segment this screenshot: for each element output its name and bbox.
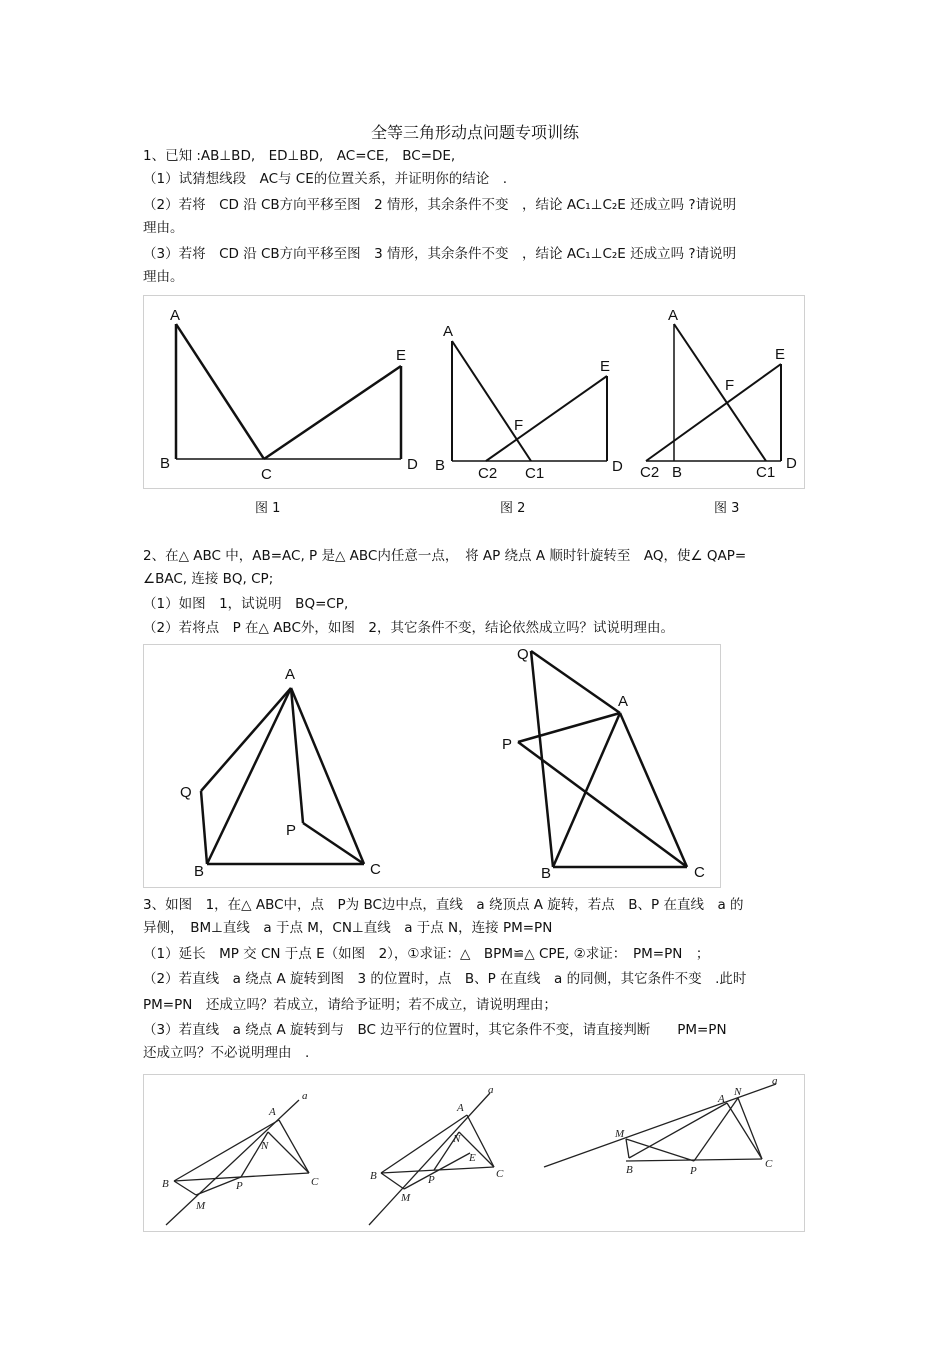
problem-1-q3-cont: 理由。 [143, 269, 184, 285]
problem-3-stem-cont: 异侧， BM⊥直线 a 于点 M，CN⊥直线 a 于点 N，连接 PM=PN [143, 920, 553, 936]
fig3-segment-mp [626, 1139, 694, 1161]
problem-2-q1: （1）如图 1，试说明 BQ=CP, [143, 596, 349, 612]
fig1-segment-cn [268, 1132, 309, 1173]
problem-2-q2: （2）若将点 P 在△ ABC外，如图 2，其它条件不变，结论依然成立吗？试说明理由。 [143, 620, 674, 636]
fig2-label-m: M [401, 1192, 411, 1204]
problem-1-q3: （3）若将 CD 沿 CB方向平移至图 3 情形，其余条件不变 ，结论 AC₁⊥C₂E 还成立吗 ?请说明 [143, 246, 737, 262]
problem-3-q1: （1）延长 MP 交 CN 于点 E（如图 2），①求证：△ BPM≌△ CPE, ②求证： PM=PN ； [143, 946, 710, 962]
fig2-segment-qa [531, 651, 620, 713]
fig2-segment-ac [620, 713, 687, 867]
fig2-label-q: Q [517, 646, 529, 663]
fig2-label-e: E [600, 358, 611, 375]
fig2-label-n: N [453, 1133, 461, 1145]
figure-caption-2: 图 2 [500, 501, 526, 516]
fig1-label-q: Q [180, 784, 192, 801]
fig3-label-c: C [765, 1158, 773, 1170]
fig1-label-b: B [162, 1178, 169, 1190]
fig2-segment-bm [381, 1173, 404, 1189]
fig3-segment-ac1 [674, 324, 766, 461]
fig3-label-b: B [626, 1164, 633, 1176]
fig3-segment-ab [629, 1103, 727, 1158]
fig1-segment-qb [201, 791, 207, 864]
fig1-label-e: E [396, 347, 407, 364]
problem-3-q3-cont: 还成立吗？不必说明理由 . [143, 1045, 310, 1061]
fig1-segment-ac [279, 1120, 309, 1173]
fig2-segment-pc [518, 742, 687, 867]
fig1-segment-bm [174, 1181, 196, 1195]
fig3-label-p: P [690, 1165, 697, 1177]
problem-2-stem: 2、在△ ABC 中，AB=AC, P 是△ ABC内任意一点， 将 AP 绕点 A 顺时针旋转至 AQ，使∠ QAP= [143, 548, 747, 564]
fig1-label-a: A [269, 1106, 276, 1118]
fig2-label-e: E [469, 1152, 476, 1164]
fig1-label-c: C [370, 861, 381, 878]
fig2-label-b: B [541, 865, 552, 882]
problem-1-stem: 1、已知 :AB⊥BD, ED⊥BD, AC=CE, BC=DE, [143, 148, 456, 164]
problem-3-diagram [144, 1075, 804, 1231]
fig1-label-b: B [194, 863, 205, 880]
fig2-segment-pa [518, 713, 620, 742]
fig2-label-a: A [443, 323, 454, 340]
fig3-label-b: B [672, 464, 683, 481]
fig1-label-p: P [236, 1180, 243, 1192]
fig3-label-e: E [775, 346, 786, 363]
problem-2-stem-cont: ∠BAC, 连接 BQ, CP; [143, 571, 274, 587]
fig1-segment-ac [291, 688, 364, 864]
figure-caption-1: 图 1 [255, 501, 281, 516]
page-title: 全等三角形动点问题专项训练 [370, 123, 579, 142]
fig1-label-m: M [196, 1200, 206, 1212]
fig3-segment-cn [738, 1098, 762, 1159]
fig1-segment-aq [201, 688, 291, 791]
fig1-segment-pn [241, 1132, 268, 1177]
fig1-segment-ap [291, 688, 303, 823]
fig1-line-a [166, 1100, 299, 1225]
figure-caption-3: 图 3 [714, 501, 740, 516]
fig1-label-line-a: a [302, 1090, 308, 1102]
problem-3-stem: 3、如图 1，在△ ABC中，点 P为 BC边中点，直线 a 绕顶点 A 旋转，若点 B、P 在直线 a 的 [143, 897, 744, 913]
fig1-label-a: A [170, 307, 181, 324]
fig3-label-m: M [615, 1128, 625, 1140]
problem-1-q2-cont: 理由。 [143, 220, 184, 236]
problem-3-q3: （3）若直线 a 绕点 A 旋转到与 BC 边平行的位置时，其它条件不变，请直接判断 PM=PN [143, 1022, 727, 1038]
fig3-label-d: D [786, 455, 797, 472]
fig1-label-p: P [286, 822, 297, 839]
fig3-label-c1: C1 [756, 464, 776, 481]
fig1-segment-ce [264, 366, 401, 459]
fig3-label-n: N [734, 1086, 742, 1098]
fig3-label-a: A [718, 1093, 725, 1105]
fig3-label-a: A [668, 307, 679, 324]
fig2-label-a: A [618, 693, 629, 710]
fig2-label-c: C [694, 864, 705, 881]
fig1-label-c: C [261, 466, 272, 483]
fig2-label-b: B [435, 457, 446, 474]
fig2-segment-cn [459, 1132, 494, 1167]
fig2-label-c: C [496, 1168, 504, 1180]
fig1-segment-ac [176, 324, 264, 459]
fig1-segment-ab [207, 688, 291, 864]
fig3-segment-c2e [646, 364, 781, 461]
fig2-label-c2: C2 [478, 465, 498, 482]
fig2-label-c1: C1 [525, 465, 545, 482]
fig3-label-f: F [725, 377, 735, 394]
problem-2-figures [143, 644, 721, 888]
fig2-label-d: D [612, 458, 623, 475]
fig1-label-b: B [160, 455, 171, 472]
fig2-label-line-a: a [488, 1084, 494, 1096]
problem-3-figures [143, 1074, 805, 1232]
fig3-label-c2: C2 [640, 464, 660, 481]
fig3-segment-pn [694, 1098, 738, 1161]
problem-1-figures [143, 295, 805, 489]
problem-1-q2: （2）若将 CD 沿 CB方向平移至图 2 情形，其余条件不变 ，结论 AC₁⊥C₂E 还成立吗 ?请说明 [143, 197, 737, 213]
problem-3-q2-cont: PM=PN 还成立吗？若成立，请给予证明；若不成立，请说明理由； [143, 997, 557, 1013]
problem-2-diagram [144, 645, 720, 887]
fig1-label-n: N [261, 1140, 269, 1152]
fig1-label-d: D [407, 456, 418, 473]
fig3-label-line-a: a [772, 1075, 778, 1087]
problem-1-diagram [144, 296, 804, 488]
fig2-segment-ab [553, 713, 620, 867]
fig2-label-a: A [457, 1102, 464, 1114]
fig1-label-a: A [285, 666, 296, 683]
fig2-label-p: P [502, 736, 513, 753]
fig2-label-b: B [370, 1170, 377, 1182]
fig2-label-p: P [428, 1174, 435, 1186]
fig3-segment-bm [626, 1139, 629, 1158]
problem-1-q1: （1）试猜想线段 AC与 CE的位置关系，并证明你的结论 . [143, 171, 508, 187]
fig2-label-f: F [514, 417, 524, 434]
problem-3-q2: （2）若直线 a 绕点 A 旋转到图 3 的位置时，点 B、P 在直线 a 的同侧，其它条件不变 .此时 [143, 971, 747, 987]
fig1-label-c: C [311, 1176, 319, 1188]
fig2-segment-ac1 [452, 341, 531, 461]
fig3-segment-ac [727, 1103, 762, 1159]
